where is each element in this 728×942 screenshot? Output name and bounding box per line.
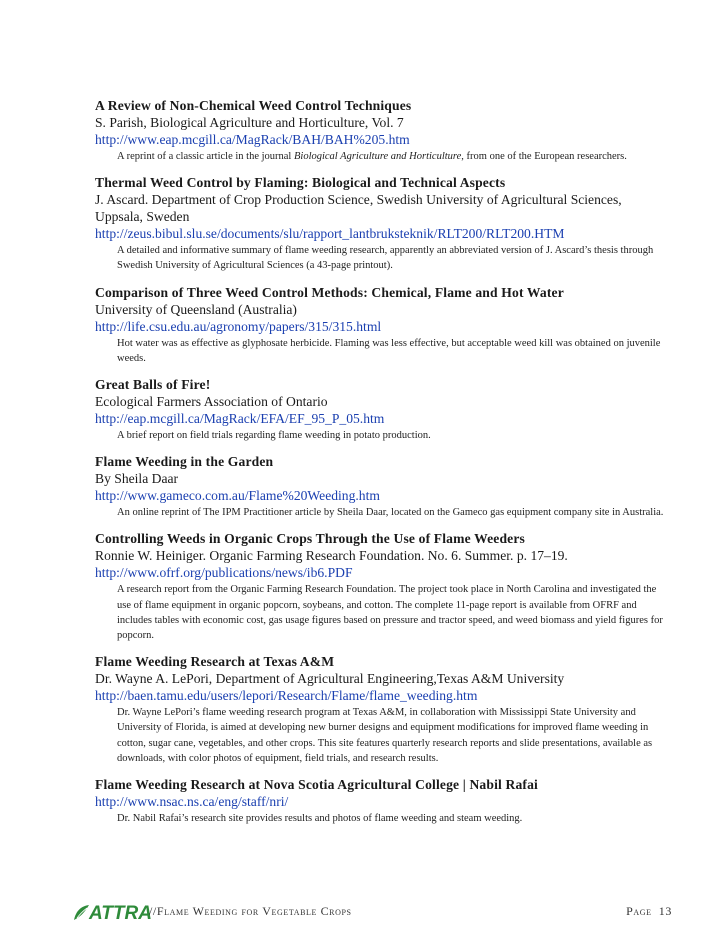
entry-link[interactable]: http://baen.tamu.edu/users/lepori/Research/Flame/flame_weeding.htm — [95, 688, 478, 704]
entry-source: Ecological Farmers Association of Ontario — [95, 394, 328, 410]
entry-link[interactable]: http://eap.mcgill.ca/MagRack/EFA/EF_95_P_05.htm — [95, 411, 385, 427]
footer-title: //Flame Weeding for Vegetable Crops — [149, 904, 352, 918]
list-item — [95, 284, 665, 366]
entry-link[interactable]: http://zeus.bibul.slu.se/documents/slu/rapport_lantbruksteknik/RLT200/RLT200.HTM — [95, 226, 565, 242]
entry-title: Thermal Weed Control by Flaming: Biological and Technical Aspects — [95, 175, 506, 191]
entry-source: J. Ascard. Department of Crop Production Science, Swedish University of Agricultural Sciences, Uppsala, Sweden — [95, 192, 622, 225]
entry-link[interactable]: http://www.eap.mcgill.ca/MagRack/BAH/BAH%205.htm — [95, 132, 410, 147]
entry-description: Hot water was as effective as glyphosate herbicide. Flaming was less effective, but acceptable weed kill was obtained on juvenile weeds. — [117, 337, 661, 364]
entry-title: Great Balls of Fire! — [95, 377, 211, 393]
entry-link[interactable]: http://life.csu.edu.au/agronomy/papers/315/315.html — [95, 318, 382, 334]
entry-link[interactable]: http://www.nsac.ns.ca/eng/staff/nri/ — [95, 794, 289, 810]
entry-description: A detailed and informative summary of flame weeding research, apparently an abbreviated version of J. Ascard’s thesis through Swedish University of Agricultural Sciences (a 43-page printout). — [117, 245, 654, 272]
entry-source: University of Queensland (Australia) — [95, 301, 297, 317]
page-footer — [72, 898, 672, 924]
entry-link[interactable]: http://www.gameco.com.au/Flame%20Weeding.htm — [95, 488, 380, 504]
entry-title: Flame Weeding Research at Texas A&M — [95, 654, 335, 670]
list-item — [95, 776, 665, 826]
entry-source: S. Parish, Biological Agriculture and Horticulture, Vol. 7 — [95, 115, 404, 130]
page-number: Page 13 — [626, 904, 672, 918]
entry-description: Dr. Nabil Rafai’s research site provides results and photos of flame weeding and steam weeding. — [117, 813, 523, 825]
resource-list — [95, 97, 665, 836]
logo-text: ATTRA — [89, 903, 152, 924]
entry-link[interactable]: http://www.ofrf.org/publications/news/ib6.PDF — [95, 565, 353, 581]
entry-title: Flame Weeding Research at Nova Scotia Agricultural College | Nabil Rafai — [95, 777, 538, 793]
entry-source: By Sheila Daar — [95, 471, 179, 487]
entry-title: A Review of Non-Chemical Weed Control Techniques — [95, 98, 412, 113]
leaf-icon — [72, 898, 152, 924]
entry-description: A research report from the Organic Farming Research Foundation. The project took place in North Carolina and investigated the use of flame equipment in organic popcorn, soybeans, and cotton. The complete 11-page report is available from OFRF and includes tables with economic cost, gas usage figures based on pressure and tractor speed, and weed biomass and yield figures for popcorn. — [117, 584, 663, 642]
list-item — [95, 530, 665, 643]
entry-description: An online reprint of The IPM Practitioner article by Sheila Daar, located on the Gameco gas equipment company site in Australia. — [117, 507, 664, 519]
entry-title: Comparison of Three Weed Control Methods: Chemical, Flame and Hot Water — [95, 284, 564, 300]
list-item — [95, 376, 665, 443]
entry-title: Controlling Weeds in Organic Crops Through the Use of Flame Weeders — [95, 531, 525, 547]
attra-logo — [72, 898, 152, 924]
list-item — [95, 653, 665, 766]
entry-description: A reprint of a classic article in the journal Biological Agriculture and Horticulture, from one of the European researchers. — [117, 151, 627, 162]
entry-description: Dr. Wayne LePori’s flame weeding research program at Texas A&M, in collaboration with Mississippi State University and University of Florida, is aimed at developing new burner designs and equipment modifications for improved flame weeding in cotton, sugar cane, vegetables, and other crops. This site features quarterly research reports and slide presentations, available as downloads, with color photos of equipment, field trials, and research results. — [117, 707, 653, 764]
list-item — [95, 174, 665, 273]
entry-source: Dr. Wayne A. LePori, Department of Agricultural Engineering,Texas A&M University — [95, 671, 565, 687]
entry-title: Flame Weeding in the Garden — [95, 454, 274, 470]
list-item — [95, 453, 665, 520]
list-item — [95, 97, 665, 164]
entry-source: Ronnie W. Heiniger. Organic Farming Research Foundation. No. 6. Summer. p. 17–19. — [95, 548, 568, 564]
entry-description: A brief report on field trials regarding flame weeding in potato production. — [117, 430, 431, 442]
